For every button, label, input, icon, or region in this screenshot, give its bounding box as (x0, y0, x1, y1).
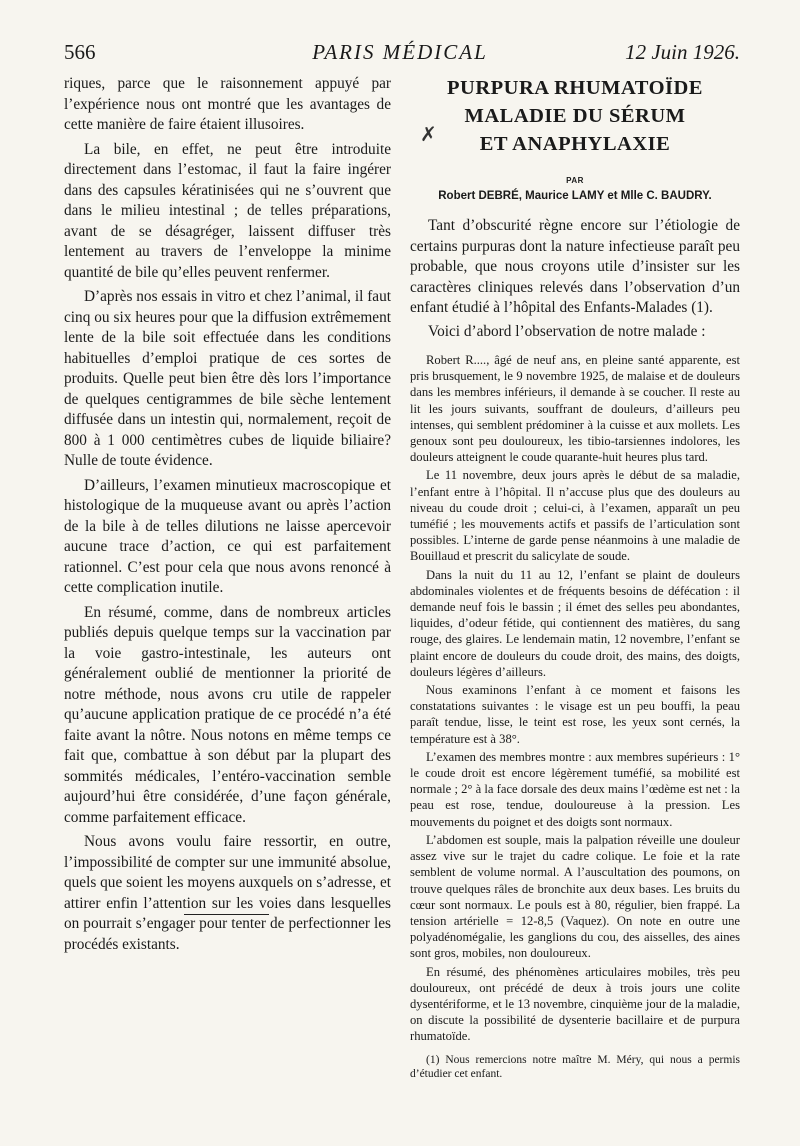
title-line: PURPURA RHUMATOÏDE (447, 77, 703, 99)
page-number: 566 (64, 40, 96, 64)
right-column (410, 74, 740, 1082)
intro-paragraph: Voici d’abord l’observation de notre malade : (428, 322, 706, 340)
observation-paragraph: Dans la nuit du 11 au 12, l’enfant se plaint de douleurs abdominales violentes et de fréquents besoins de défécation : il demande neuf fois le bassin ; il émet des selles peu abondantes, liquides, d’odeur fétide, qui contiennent des matières, du sang rouge, des glaires. Le lendemain matin, 12 novembre, l’enfant se plaint encore de douleurs du coude droit, des mains, des doigts, douleurs légères d’ailleurs. (410, 567, 740, 679)
intro-paragraph: Tant d’obscurité règne encore sur l’étiologie de certains purpuras dont la nature infectieuse paraît peu probable, que nous croyons utile d’insister sur les caractères cliniques relevés dans l’observation d’un enfant étudié à l’hôpital des Enfants-Malades (1). (410, 217, 740, 316)
issue-date: 12 Juin 1926. (625, 40, 740, 64)
observation-text (410, 352, 740, 1045)
left-paragraph: La bile, en effet, ne peut être introduite directement dans l’estomac, il faut la faire ingérer dans des capsules kératinisées qui ne s’ouvrent que dans le milieu intestinal ; de telles préparations, avant de se désagréger, laissent diffuser très lentement au travers de l’enveloppe la minime quantité de bile qu’elles peuvent renfermer. (64, 140, 391, 281)
journal-title: PARIS MÉDICAL (312, 40, 488, 64)
observation-paragraph: Robert R...., âgé de neuf ans, en pleine santé apparente, est pris brusquement, le 9 novembre 1925, de malaise et de douleurs dans les membres inférieurs, il demande à se coucher. Il reste au lit les jours suivants, souffrant de douleurs, d’ailleurs peu intenses, qui semblent prédominer à la cuisse et aux mollets. Les genoux sont peu douloureux, les tibio-tarsiennes indolores, les douleurs atteignent le coude quarante-huit heures plus tard. (410, 353, 740, 465)
article-authors: Robert DEBRÉ, Maurice LAMY et Mlle C. BAUDRY. (438, 190, 712, 202)
title-line: ET ANAPHYLAXIE (479, 133, 671, 155)
observation-paragraph: Nous examinons l’enfant à ce moment et faisons les constatations suivantes : le visage est un peu bouffi, la peau paraît tendue, lisse, le teint est rose, les yeux sont cernés, la température est à 38°. (410, 683, 740, 746)
byline-par: PAR (566, 176, 584, 185)
running-header (60, 40, 740, 74)
article-intro (410, 216, 740, 342)
article-title (410, 74, 740, 158)
left-paragraph: En résumé, comme, dans de nombreux articles publiés depuis quelque temps sur la vaccination par la voie gastro-intestinale, les auteurs ont généralement oublié de mentionner la priorité de notre méthode, nous avons cru utile de rappeler qu’aucune application pratique de ce procédé n’a été faite avant la nôtre. Nous notons en même temps ce fait que, combattue à son début par la plupart des sommités médicales, l’entéro-vaccination semble aujourd’hui être considérée, d’une façon générale, comme parfaitement efficace. (64, 603, 391, 826)
left-paragraph: riques, parce que le raisonnement appuyé par l’expérience nous ont montré que les avantages de cette manière de faire étaient illusoires. (64, 75, 391, 133)
title-line: MALADIE DU SÉRUM (464, 105, 686, 127)
footnote: (1) Nous remercions notre maître M. Méry, qui nous a permis d’étudier cet enfant. (410, 1053, 740, 1081)
observation-paragraph: En résumé, des phénomènes articulaires mobiles, très peu douloureux, ont précédé de deux à trois jours une colite dysentériforme, et le 13 novembre, cinquième jour de la maladie, on discute la possibilité de dysenterie bacillaire et de purpura rhumatoïde. (410, 964, 740, 1044)
observation-paragraph: Le 11 novembre, deux jours après le début de sa maladie, l’enfant entre à l’hôpital. Il n’accuse plus que des douleurs au niveau du coude droit ; celui-ci, à l’examen, apparaît un peu tuméfié ; les mouvements actifs et passifs de l’articulation sont possibles. L’interne de garde pense néanmoins à une maladie de Bouillaud et prescrit du salicylate de soude. (410, 468, 740, 564)
left-paragraph: D’après nos essais in vitro et chez l’animal, il faut cinq ou six heures pour que la diffusion extrêmement lente de la bile soit effectuée dans les conditions habituelles d’emploi pratique de ces sortes de produits. Quelle peut bien être dès lors l’importance de quelques centigrammes de bile sèche lentement diffusée dans un intestin qui, normalement, reçoit de 800 à 1 000 centimètres cubes de liquide biliaire? Nulle de toute évidence. (64, 288, 391, 469)
observation-paragraph: L’examen des membres montre : aux membres supérieurs : 1° le coude droit est encore légèrement tuméfié, sa mobilité est normale ; 2° à la face dorsale des deux mains l’œdème est net : la peau est rose, tendue, douloureuse à la pression. Les mouvements du poignet et des doigts sont normaux. (410, 749, 740, 829)
end-rule (184, 914, 269, 915)
observation-paragraph: L’abdomen est souple, mais la palpation réveille une douleur assez vive sur le trajet du cadre colique. Le foie et la rate semblent de volume normal. A l’auscultation des poumons, on trouve quelques râles de bronchite aux deux bases. Les bruits du cœur sont normaux. Le pouls est à 80, régulier, bien frappé. La tension artérielle = 12-8,5 (Vaquez). On note en outre une polyadénomégalie, les ganglions du cou, des aisselles, des aines sont gros, mobiles, non douloureux. (410, 832, 740, 961)
handwritten-mark-icon: ✗ (420, 122, 437, 146)
left-column (64, 74, 391, 959)
left-paragraph: Nous avons voulu faire ressortir, en outre, l’impossibilité de compter sur une immunité absolue, quels que soient les moyens auxquels on s’adresse, et attirer enfin l’attention sur les voies dans lesquelles on pourrait s’engager pour tenter de perfectionner les procédés existants. (64, 833, 391, 953)
left-paragraph: D’ailleurs, l’examen minutieux macroscopique et histologique de la muqueuse avant ou après l’action de la bile à de telles dilutions ne laisse apercevoir aucune trace d’action, ce qui est parfaitement rationnel. C’est pour cela que nous avons renoncé à cette complication inutile. (64, 476, 391, 596)
